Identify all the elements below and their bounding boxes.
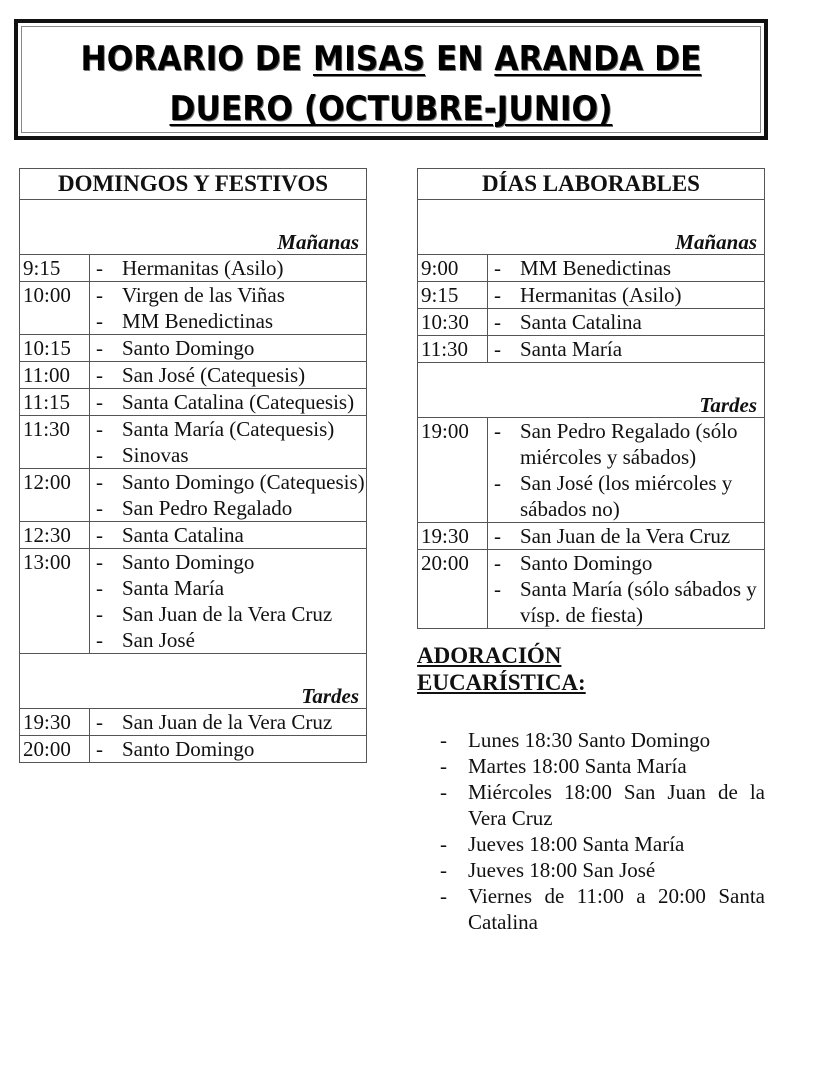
church-entry xyxy=(494,418,764,470)
mass-entries xyxy=(90,389,367,416)
church-name: Santa María xyxy=(520,337,623,361)
church-entry xyxy=(494,523,764,549)
schedule-row xyxy=(418,309,765,336)
schedule-row xyxy=(20,709,367,736)
mass-entries xyxy=(90,549,367,654)
laborables-table xyxy=(417,168,765,629)
dash-bullet: - xyxy=(96,417,103,441)
mass-entries xyxy=(488,282,765,309)
mass-entries xyxy=(488,255,765,282)
adoracion-text: Jueves 18:00 San José xyxy=(468,858,656,882)
mass-entries xyxy=(90,736,367,763)
church-entry xyxy=(494,550,764,576)
dash-bullet: - xyxy=(96,628,103,652)
mass-time: 13:00 xyxy=(20,549,90,654)
page-title-line2-text: DUERO (OCTUBRE-JUNIO) xyxy=(169,89,613,129)
schedule-row xyxy=(20,522,367,549)
church-entry xyxy=(96,442,366,468)
church-entry xyxy=(494,470,764,522)
church-entry xyxy=(96,282,366,308)
church-name: San Juan de la Vera Cruz xyxy=(520,524,731,548)
mass-entries xyxy=(488,309,765,336)
dash-bullet: - xyxy=(96,470,103,494)
schedule-row xyxy=(418,550,765,629)
church-entry xyxy=(96,416,366,442)
church-name: MM Benedictinas xyxy=(122,309,274,333)
church-name: San José xyxy=(122,628,195,652)
mass-time: 20:00 xyxy=(20,736,90,763)
church-name: San José (los miércoles y sábados no) xyxy=(520,471,733,521)
mass-entries xyxy=(90,469,367,522)
mass-time: 10:15 xyxy=(20,335,90,362)
church-name: Santo Domingo xyxy=(122,336,255,360)
church-name: Santa Catalina xyxy=(520,310,642,334)
adoracion-title-line1: ADORACIÓN xyxy=(417,643,562,668)
church-entry xyxy=(494,282,764,308)
adoracion-list xyxy=(440,727,765,935)
schedule-row xyxy=(20,362,367,389)
mass-time: 12:30 xyxy=(20,522,90,549)
schedule-row xyxy=(20,389,367,416)
laborables-header: DÍAS LABORABLES xyxy=(418,169,765,200)
section-label: Tardes xyxy=(20,654,367,709)
section-row xyxy=(20,200,367,255)
schedule-row xyxy=(20,736,367,763)
domingos-body xyxy=(20,200,367,763)
dash-bullet: - xyxy=(494,551,501,575)
adoracion-item xyxy=(440,857,765,883)
dash-bullet: - xyxy=(96,496,103,520)
church-entry xyxy=(96,627,366,653)
church-entry xyxy=(96,495,366,521)
dash-bullet: - xyxy=(440,780,447,804)
schedule-row xyxy=(20,469,367,522)
church-name: Hermanitas (Asilo) xyxy=(520,283,682,307)
dash-bullet: - xyxy=(96,737,103,761)
title-segment: HORARIO DE xyxy=(80,39,314,79)
mass-time: 10:00 xyxy=(20,282,90,335)
dash-bullet: - xyxy=(96,443,103,467)
section-label: Mañanas xyxy=(418,200,765,255)
mass-time: 11:30 xyxy=(20,416,90,469)
mass-time: 10:30 xyxy=(418,309,488,336)
adoracion-text: Martes 18:00 Santa María xyxy=(468,754,687,778)
schedule-row xyxy=(20,416,367,469)
laborables-body xyxy=(418,200,765,629)
title-segment: EN xyxy=(425,39,495,79)
adoracion-item xyxy=(440,831,765,857)
mass-time: 9:15 xyxy=(20,255,90,282)
church-name: Santo Domingo xyxy=(520,551,653,575)
dash-bullet: - xyxy=(440,884,447,908)
adoracion-item xyxy=(440,727,765,753)
dash-bullet: - xyxy=(96,550,103,574)
church-name: San Pedro Regalado (sólo miércoles y sábados) xyxy=(520,419,738,469)
dash-bullet: - xyxy=(440,858,447,882)
adoracion-item xyxy=(440,883,765,935)
mass-time: 19:30 xyxy=(418,523,488,550)
mass-time: 20:00 xyxy=(418,550,488,629)
mass-entries xyxy=(90,362,367,389)
church-entry xyxy=(494,255,764,281)
church-name: Sinovas xyxy=(122,443,189,467)
mass-time: 12:00 xyxy=(20,469,90,522)
mass-time: 11:15 xyxy=(20,389,90,416)
dash-bullet: - xyxy=(96,336,103,360)
mass-time: 9:15 xyxy=(418,282,488,309)
adoracion-item xyxy=(440,779,765,831)
church-name: Santa Catalina (Catequesis) xyxy=(122,390,355,414)
mass-entries xyxy=(90,255,367,282)
dash-bullet: - xyxy=(96,710,103,734)
dash-bullet: - xyxy=(494,419,501,443)
church-name: Santa Catalina xyxy=(122,523,244,547)
mass-entries xyxy=(488,550,765,629)
dash-bullet: - xyxy=(440,728,447,752)
page-title-line1 xyxy=(48,39,734,79)
mass-entries xyxy=(90,709,367,736)
dash-bullet: - xyxy=(494,524,501,548)
schedule-row xyxy=(20,255,367,282)
church-entry xyxy=(96,362,366,388)
church-name: Santo Domingo xyxy=(122,550,255,574)
adoracion-title xyxy=(417,642,586,696)
dash-bullet: - xyxy=(440,832,447,856)
dash-bullet: - xyxy=(494,310,501,334)
mass-entries xyxy=(90,282,367,335)
mass-time: 19:00 xyxy=(418,418,488,523)
church-entry xyxy=(96,389,366,415)
dash-bullet: - xyxy=(96,390,103,414)
dash-bullet: - xyxy=(494,337,501,361)
title-box xyxy=(14,19,768,140)
church-entry xyxy=(494,309,764,335)
mass-time: 19:30 xyxy=(20,709,90,736)
domingos-header: DOMINGOS Y FESTIVOS xyxy=(20,169,367,200)
page-title-line2 xyxy=(48,89,734,129)
schedule-row xyxy=(418,336,765,363)
church-name: San José (Catequesis) xyxy=(122,363,306,387)
church-entry xyxy=(96,736,366,762)
church-entry xyxy=(96,335,366,361)
dash-bullet: - xyxy=(96,309,103,333)
church-entry xyxy=(96,255,366,281)
section-label: Mañanas xyxy=(20,200,367,255)
schedule-row xyxy=(20,549,367,654)
church-entry xyxy=(96,549,366,575)
church-entry xyxy=(96,469,366,495)
schedule-row xyxy=(20,282,367,335)
section-row xyxy=(418,363,765,418)
church-entry xyxy=(494,576,764,628)
church-entry xyxy=(96,601,366,627)
mass-time: 11:30 xyxy=(418,336,488,363)
dash-bullet: - xyxy=(96,256,103,280)
mass-entries xyxy=(90,522,367,549)
mass-entries xyxy=(90,416,367,469)
adoracion-text: Lunes 18:30 Santo Domingo xyxy=(468,728,711,752)
mass-entries xyxy=(488,523,765,550)
section-row xyxy=(418,200,765,255)
dash-bullet: - xyxy=(494,577,501,601)
dash-bullet: - xyxy=(440,754,447,778)
church-name: Santa María (Catequesis) xyxy=(122,417,335,441)
church-name: MM Benedictinas xyxy=(520,256,672,280)
dash-bullet: - xyxy=(494,256,501,280)
schedule-row xyxy=(418,282,765,309)
mass-time: 11:00 xyxy=(20,362,90,389)
domingos-table xyxy=(19,168,367,763)
church-entry xyxy=(96,709,366,735)
adoracion-text: Viernes de 11:00 a 20:00 Santa Catalina xyxy=(468,884,765,934)
adoracion-title-line2: EUCARÍSTICA: xyxy=(417,670,586,695)
church-name: Virgen de las Viñas xyxy=(122,283,285,307)
church-name: San Juan de la Vera Cruz xyxy=(122,602,333,626)
church-name: Santo Domingo (Catequesis) xyxy=(122,470,365,494)
dash-bullet: - xyxy=(96,283,103,307)
church-name: San Pedro Regalado xyxy=(122,496,293,520)
church-name: Santo Domingo xyxy=(122,737,255,761)
mass-entries xyxy=(488,418,765,523)
church-name: Hermanitas (Asilo) xyxy=(122,256,284,280)
dash-bullet: - xyxy=(494,471,501,495)
dash-bullet: - xyxy=(96,602,103,626)
dash-bullet: - xyxy=(96,363,103,387)
dash-bullet: - xyxy=(494,283,501,307)
schedule-row xyxy=(418,523,765,550)
church-entry xyxy=(494,336,764,362)
mass-time: 9:00 xyxy=(418,255,488,282)
mass-entries xyxy=(90,335,367,362)
adoracion-text: Jueves 18:00 Santa María xyxy=(468,832,685,856)
title-segment: ARANDA DE xyxy=(494,39,702,79)
schedule-row xyxy=(20,335,367,362)
schedule-row xyxy=(418,255,765,282)
mass-entries xyxy=(488,336,765,363)
church-name: Santa María (sólo sábados y vísp. de fiesta) xyxy=(520,577,757,627)
church-name: San Juan de la Vera Cruz xyxy=(122,710,333,734)
schedule-row xyxy=(418,418,765,523)
church-name: Santa María xyxy=(122,576,225,600)
section-row xyxy=(20,654,367,709)
adoracion-item xyxy=(440,753,765,779)
section-label: Tardes xyxy=(418,363,765,418)
church-entry xyxy=(96,575,366,601)
church-entry xyxy=(96,308,366,334)
church-entry xyxy=(96,522,366,548)
title-segment: MISAS xyxy=(313,39,426,79)
dash-bullet: - xyxy=(96,576,103,600)
adoracion-text: Miércoles 18:00 San Juan de la Vera Cruz xyxy=(468,780,765,830)
dash-bullet: - xyxy=(96,523,103,547)
